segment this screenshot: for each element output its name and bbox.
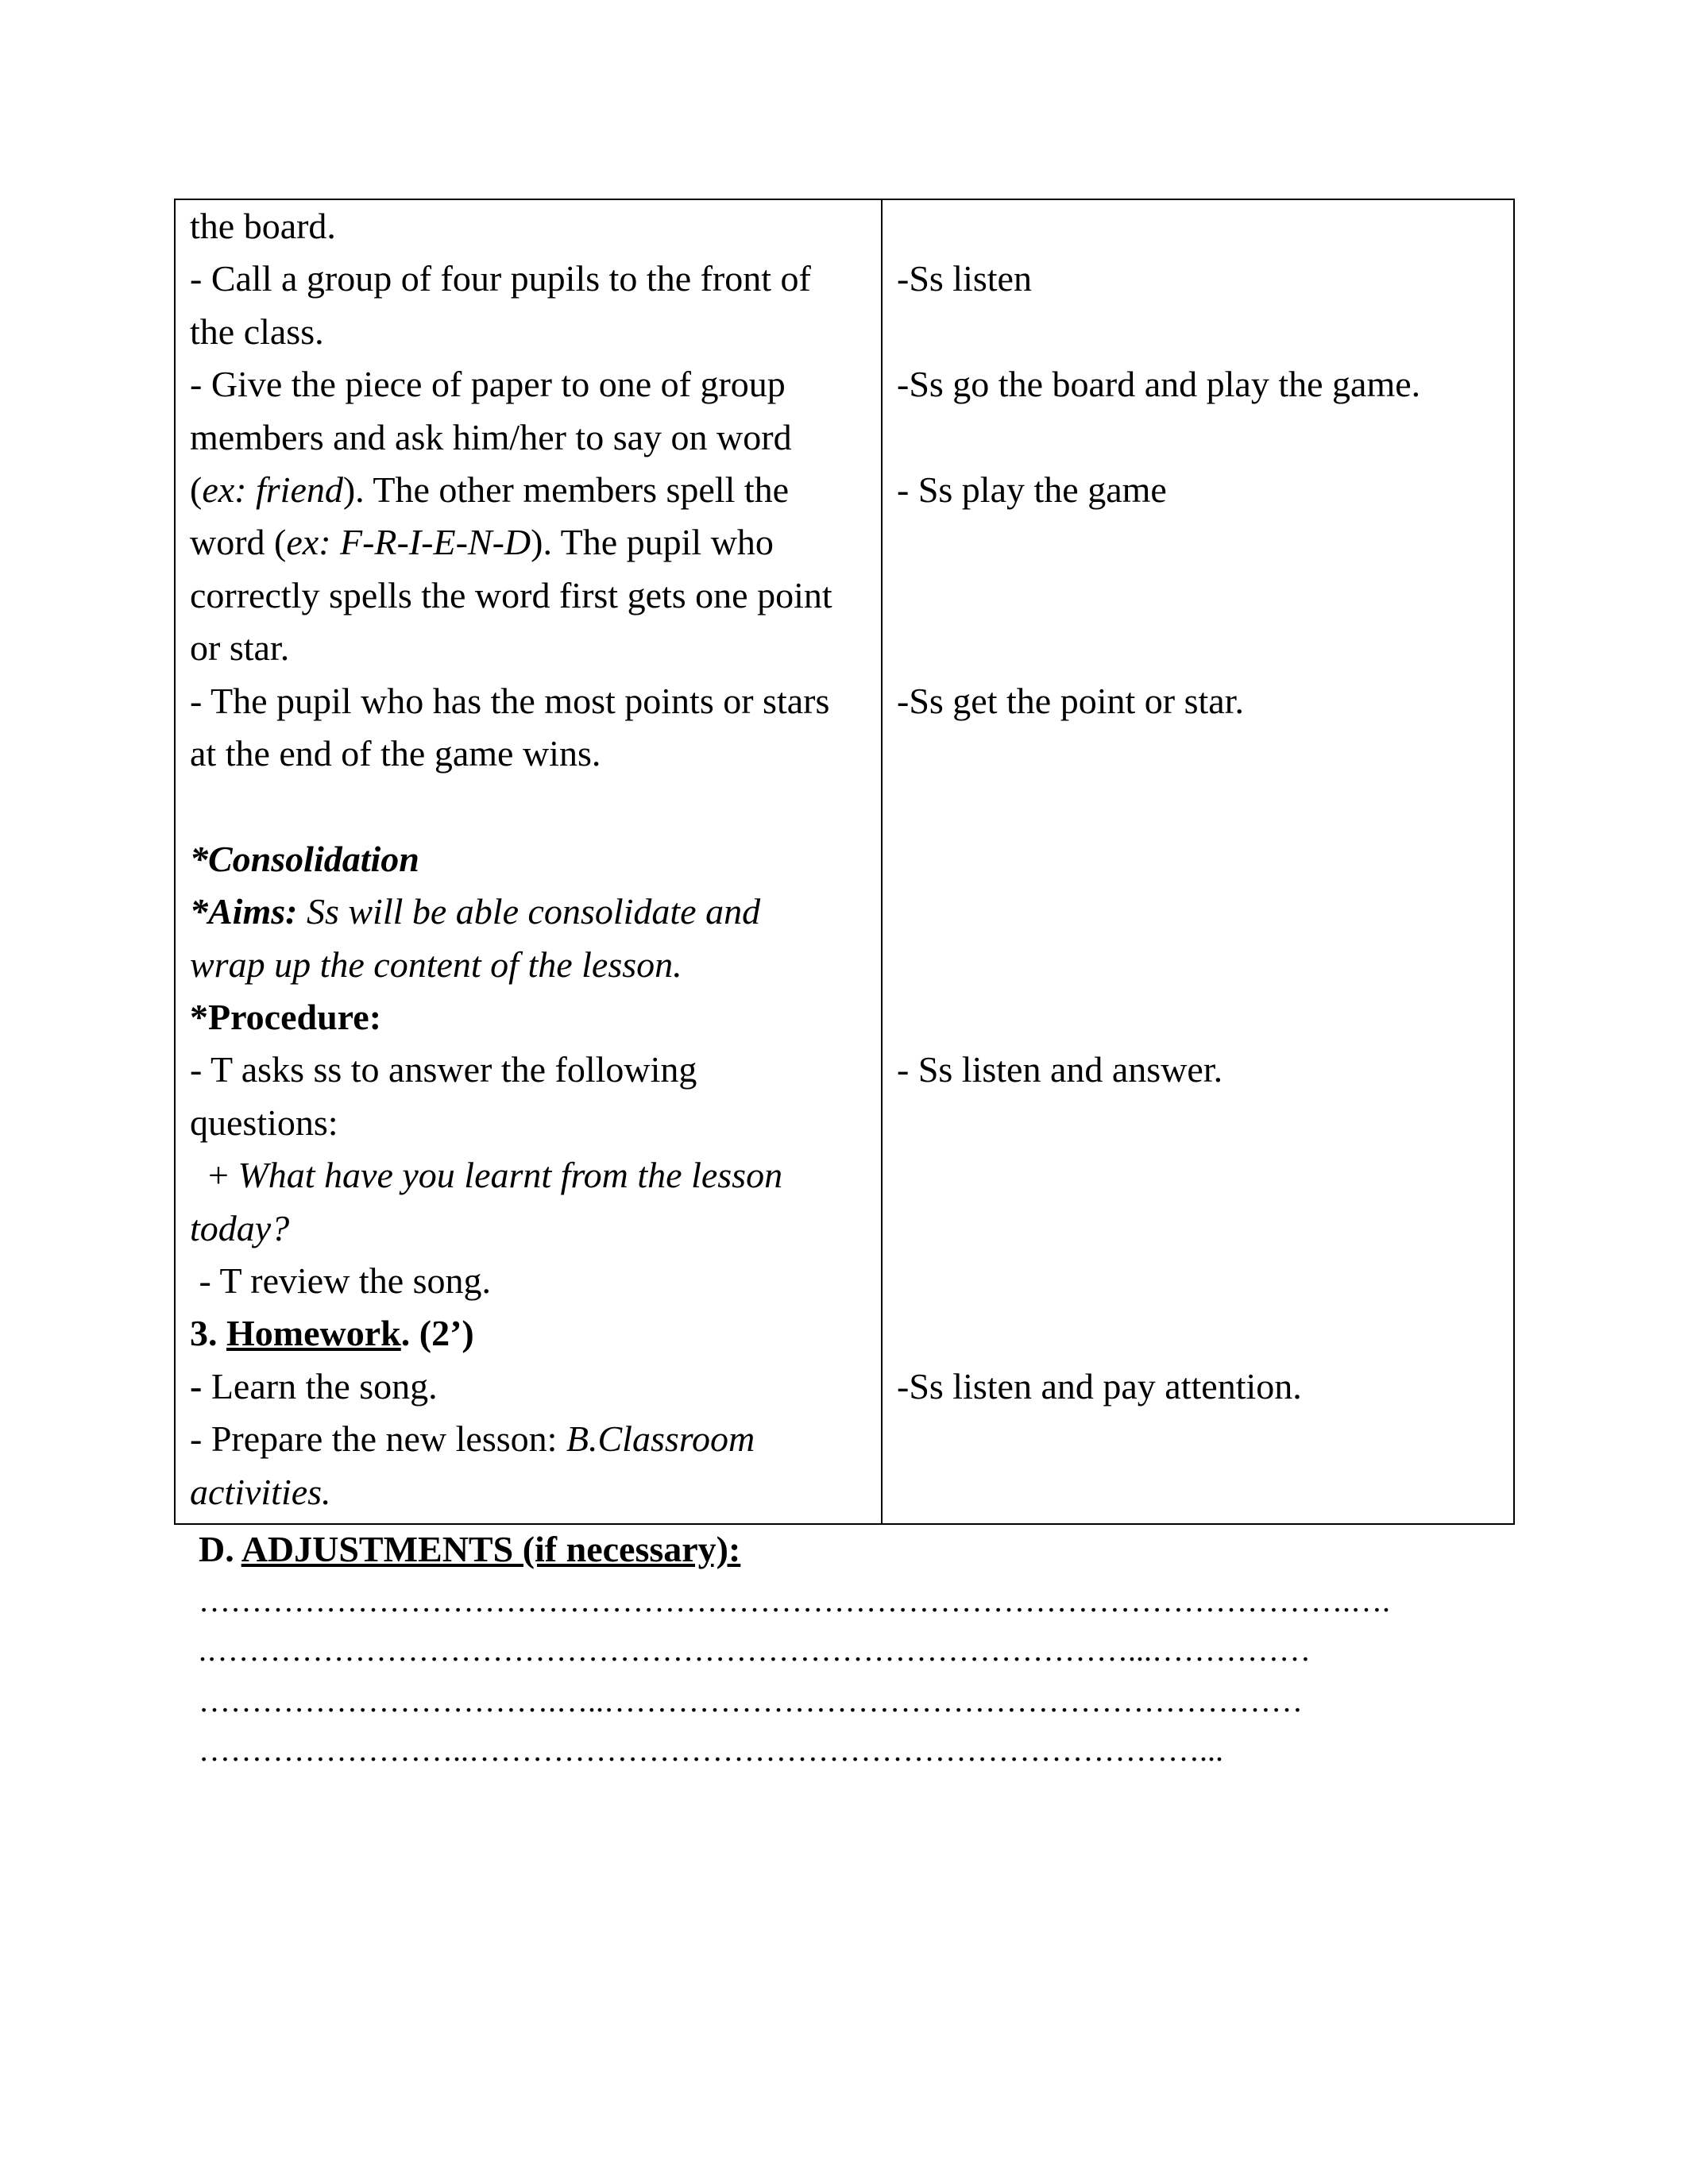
teacher-activity-line xyxy=(190,1360,438,1413)
text-run: or star. xyxy=(190,627,290,669)
text-run: the board. xyxy=(190,206,336,246)
student-activity-line: -Ss listen and pay attention. xyxy=(897,1365,1302,1406)
dotted-line: ……………………..……………………………………………………………... xyxy=(199,1732,1223,1768)
teacher-activity-line xyxy=(190,1307,474,1360)
student-activity-line: -Ss go the board and play the game. xyxy=(897,364,1421,405)
student-activities-column xyxy=(883,200,1513,1523)
student-activity-line: -Ss listen xyxy=(897,258,1032,299)
student-activity-line: - Ss listen and answer. xyxy=(897,1049,1223,1090)
teacher-activity-line xyxy=(190,200,336,253)
text-run: word ( xyxy=(190,522,287,563)
text-run: - Give the piece of paper to one of group xyxy=(190,364,786,405)
adjustments-title: ADJUSTMENTS (if necessary): xyxy=(241,1529,741,1569)
text-run: wrap up the content of the lesson. xyxy=(190,943,682,985)
text-run: Ss will be able consolidate and xyxy=(297,891,761,932)
teacher-activity-line xyxy=(190,1466,331,1518)
teacher-activity-line xyxy=(190,1413,755,1465)
text-run: - Call a group of four pupils to the front of xyxy=(190,258,811,299)
teacher-activity-line xyxy=(190,991,381,1044)
teacher-activity-line xyxy=(190,833,419,886)
text-run: 3. xyxy=(190,1313,226,1354)
teacher-activity-line xyxy=(190,622,289,674)
teacher-activity-line xyxy=(190,727,601,780)
teacher-activity-line xyxy=(190,1149,782,1202)
text-run: - Prepare the new lesson: xyxy=(190,1418,566,1460)
text-run: activities. xyxy=(190,1471,331,1512)
text-run: *Aims: xyxy=(190,891,298,932)
text-run: - The pupil who has the most points or stars xyxy=(190,680,830,721)
text-run: ). The other members spell the xyxy=(342,469,790,510)
text-run: questions: xyxy=(190,1102,338,1143)
teacher-activity-line xyxy=(190,675,829,727)
teacher-activity-line xyxy=(190,569,832,622)
text-run: Learn the song. xyxy=(202,1365,438,1406)
text-run: ex: F-R-I-E-N-D xyxy=(286,522,531,563)
lesson-procedure-table xyxy=(174,199,1515,1525)
dotted-line: …………………………….…..………………………………………………………… xyxy=(199,1683,1303,1719)
teacher-activity-line xyxy=(190,253,811,305)
teacher-activity-line xyxy=(190,464,789,516)
text-run: members and ask him/her to say on word xyxy=(190,416,792,457)
teacher-activity-line xyxy=(190,358,786,411)
text-run: ). The pupil who xyxy=(531,522,774,563)
text-run: + xyxy=(190,1155,238,1196)
dotted-line: ……………………………………………………………………………………………….…. xyxy=(199,1583,1390,1619)
text-run: at the end of the game wins. xyxy=(190,733,601,774)
teacher-activity-line xyxy=(190,886,760,938)
adjustments-prefix: D. xyxy=(199,1529,241,1569)
text-run: *Consolidation xyxy=(190,838,419,879)
text-run: the class. xyxy=(190,311,324,352)
teacher-activity-line xyxy=(190,516,774,569)
teacher-activity-line xyxy=(190,1044,697,1096)
dotted-line: .……………………………………………………………………………...…………… xyxy=(199,1632,1311,1668)
text-run: What have you learnt from the lesson xyxy=(238,1155,783,1196)
student-activity-line: -Ss get the point or star. xyxy=(897,680,1244,721)
teacher-activity-line xyxy=(190,1255,491,1307)
text-run: correctly spells the word first gets one point xyxy=(190,574,832,615)
text-run: ex: friend xyxy=(202,469,343,510)
teacher-activity-line xyxy=(190,411,792,464)
teacher-activities-column xyxy=(176,200,883,1523)
text-run: today? xyxy=(190,1207,290,1248)
student-activity-line: - Ss play the game xyxy=(897,469,1167,510)
text-run: *Procedure: xyxy=(190,997,382,1037)
text-run: B.Classroom xyxy=(566,1418,755,1460)
teacher-activity-line xyxy=(190,306,324,358)
text-run: ( xyxy=(190,469,203,510)
teacher-activity-line xyxy=(190,1097,338,1149)
adjustments-heading xyxy=(199,1523,740,1576)
text-run: - xyxy=(190,1365,203,1406)
text-run: - T review the song. xyxy=(190,1260,492,1301)
text-run: . (2’) xyxy=(400,1313,474,1354)
text-run: Homework xyxy=(226,1313,401,1354)
teacher-activity-line xyxy=(190,1202,289,1255)
teacher-activity-line xyxy=(190,939,682,991)
text-run: - T asks ss to answer the following xyxy=(190,1049,697,1090)
